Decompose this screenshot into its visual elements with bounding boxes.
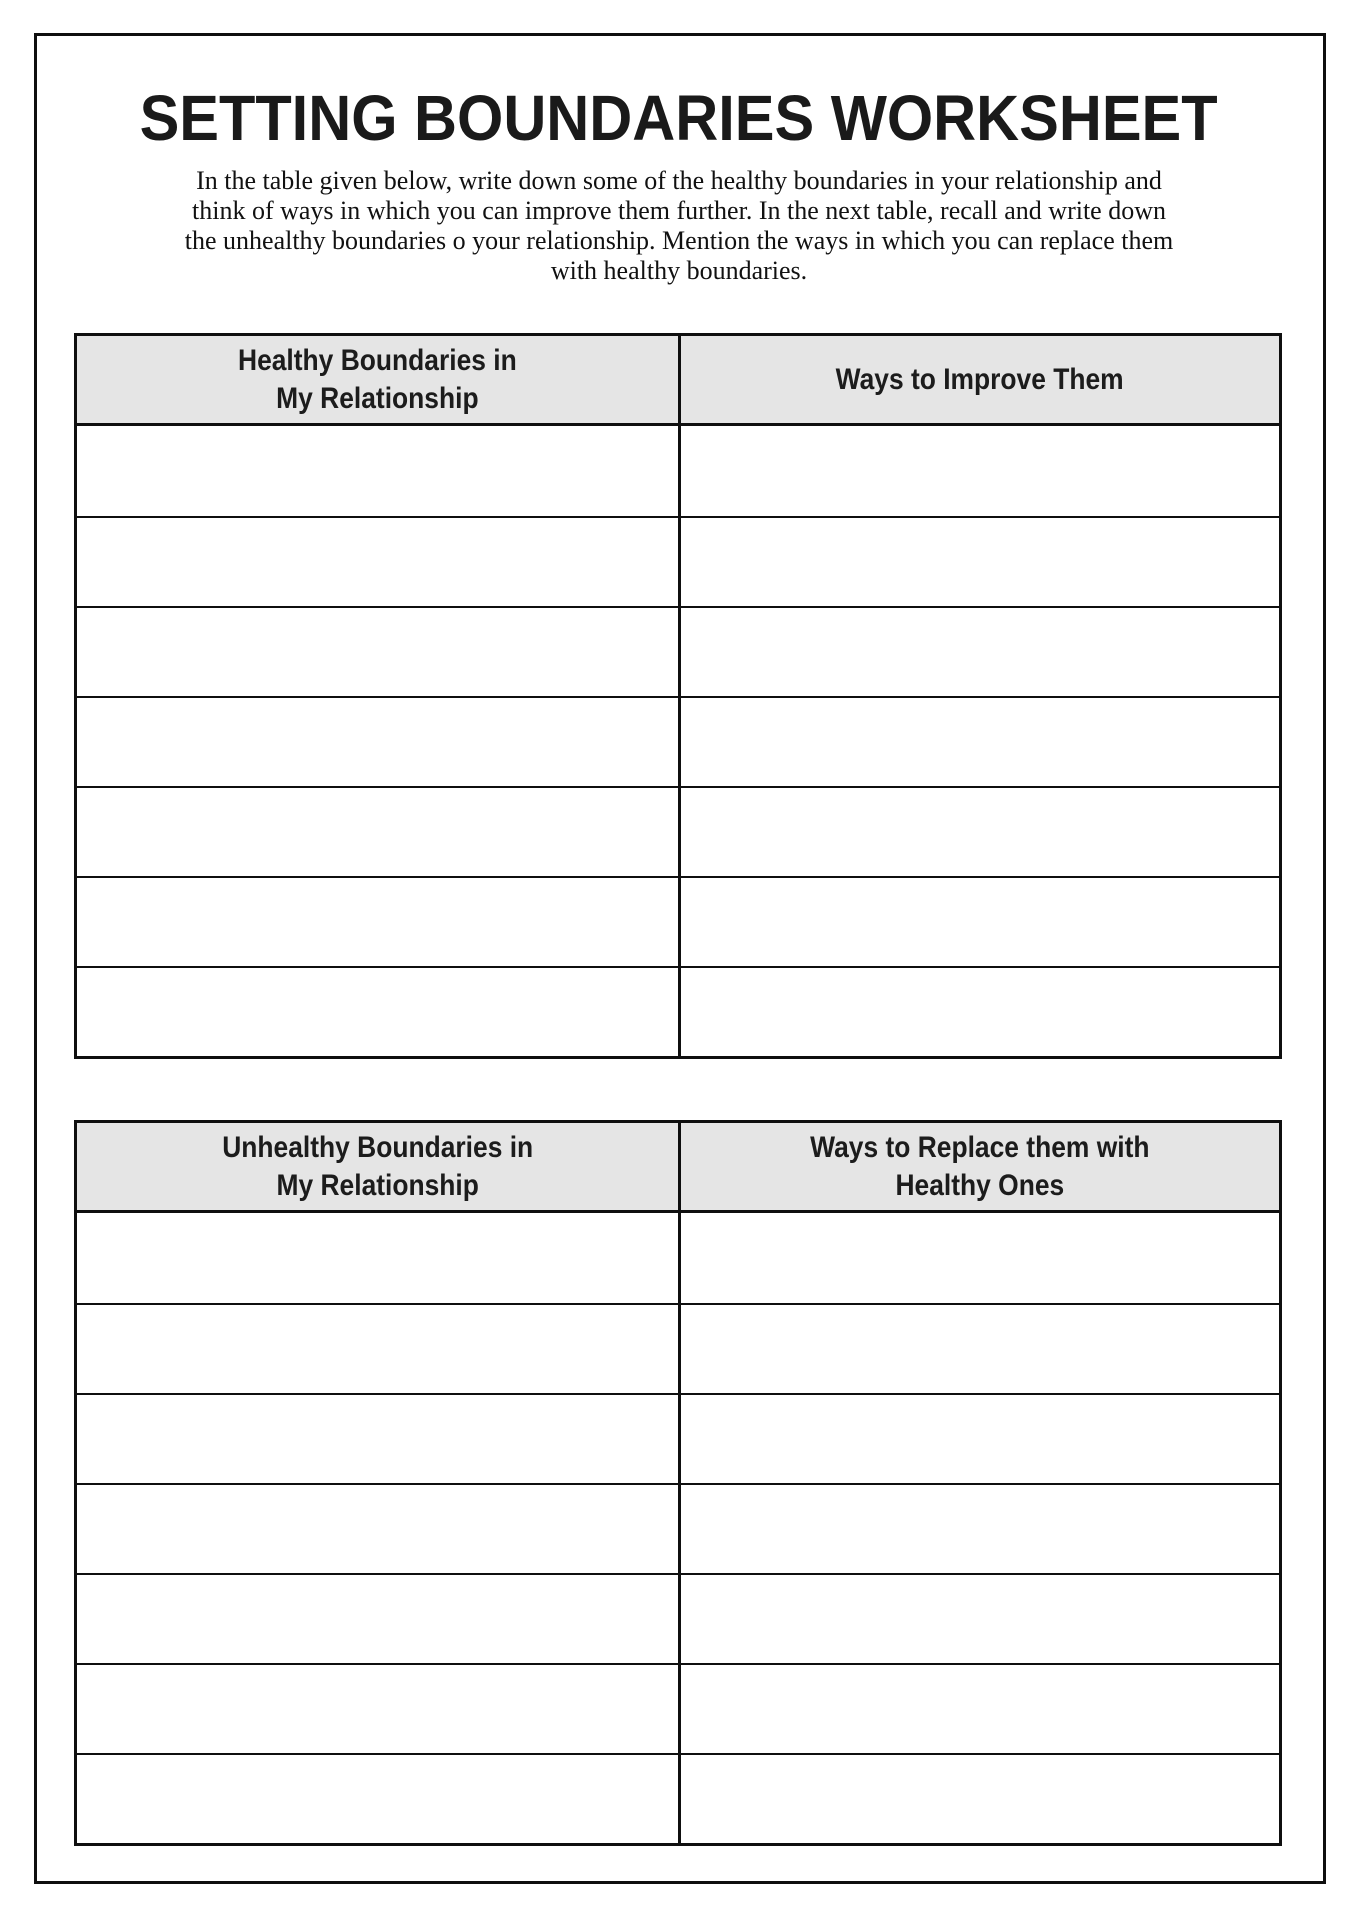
intro-line-4: with healthy boundaries.: [550, 256, 808, 285]
table-row: [77, 1573, 1279, 1663]
empty-fill-in-cell: [77, 968, 678, 1056]
empty-fill-in-cell: [678, 518, 1279, 606]
header-line: Ways to Improve Them: [835, 362, 1125, 396]
table-row: [77, 876, 1279, 966]
empty-fill-in-cell: [678, 878, 1279, 966]
empty-fill-in-cell: [678, 1395, 1279, 1483]
empty-fill-in-cell: [77, 1485, 678, 1573]
empty-fill-in-cell: [678, 1575, 1279, 1663]
unhealthy-table-header-row: [77, 1123, 1279, 1213]
healthy-boundaries-table: [74, 333, 1282, 1059]
empty-fill-in-cell: [77, 518, 678, 606]
empty-fill-in-cell: [77, 1665, 678, 1753]
header-cell-ways-to-replace: [678, 1123, 1279, 1210]
empty-fill-in-cell: [678, 1213, 1279, 1303]
healthy-table-header-row: [77, 336, 1279, 426]
unhealthy-boundaries-table: [74, 1120, 1282, 1846]
intro-paragraph: [0, 166, 1358, 286]
empty-fill-in-cell: [678, 1665, 1279, 1753]
empty-fill-in-cell: [678, 788, 1279, 876]
empty-fill-in-cell: [678, 1305, 1279, 1393]
table-row: [77, 1663, 1279, 1753]
empty-fill-in-cell: [678, 426, 1279, 516]
empty-fill-in-cell: [678, 698, 1279, 786]
intro-line-2: think of ways in which you can improve them further. In the next table, recall and write down: [192, 196, 1166, 225]
empty-fill-in-cell: [77, 608, 678, 696]
table-row: [77, 606, 1279, 696]
unhealthy-table-body: [77, 1213, 1279, 1843]
header-line: My Relationship: [276, 381, 479, 415]
header-cell-healthy-boundaries: [77, 336, 678, 423]
empty-fill-in-cell: [77, 698, 678, 786]
empty-fill-in-cell: [678, 1755, 1279, 1843]
healthy-table-body: [77, 426, 1279, 1056]
table-row: [77, 516, 1279, 606]
table-row: [77, 1753, 1279, 1843]
empty-fill-in-cell: [77, 1755, 678, 1843]
page-title: [0, 84, 1358, 152]
table-row: [77, 786, 1279, 876]
empty-fill-in-cell: [678, 968, 1279, 1056]
header-line: Healthy Ones: [895, 1168, 1065, 1202]
table-row: [77, 966, 1279, 1056]
header-line: Unhealthy Boundaries in: [222, 1130, 533, 1164]
table-row: [77, 1303, 1279, 1393]
table-row: [77, 1393, 1279, 1483]
empty-fill-in-cell: [678, 1485, 1279, 1573]
header-line: Healthy Boundaries in: [238, 343, 517, 377]
table-row: [77, 1213, 1279, 1303]
empty-fill-in-cell: [77, 788, 678, 876]
table-row: [77, 426, 1279, 516]
header-line: Ways to Replace them with: [810, 1130, 1150, 1164]
empty-fill-in-cell: [77, 426, 678, 516]
empty-fill-in-cell: [678, 608, 1279, 696]
intro-line-3: the unhealthy boundaries o your relationship. Mention the ways in which you can replace them: [184, 226, 1174, 255]
empty-fill-in-cell: [77, 1395, 678, 1483]
table-row: [77, 1483, 1279, 1573]
table-row: [77, 696, 1279, 786]
empty-fill-in-cell: [77, 878, 678, 966]
empty-fill-in-cell: [77, 1305, 678, 1393]
header-cell-unhealthy-boundaries: [77, 1123, 678, 1210]
page-title-text: SETTING BOUNDARIES WORKSHEET: [139, 82, 1219, 154]
empty-fill-in-cell: [77, 1575, 678, 1663]
empty-fill-in-cell: [77, 1213, 678, 1303]
intro-line-1: In the table given below, write down some of the healthy boundaries in your relationship and: [196, 166, 1162, 195]
header-cell-ways-to-improve: [678, 336, 1279, 423]
header-line: My Relationship: [276, 1168, 479, 1202]
